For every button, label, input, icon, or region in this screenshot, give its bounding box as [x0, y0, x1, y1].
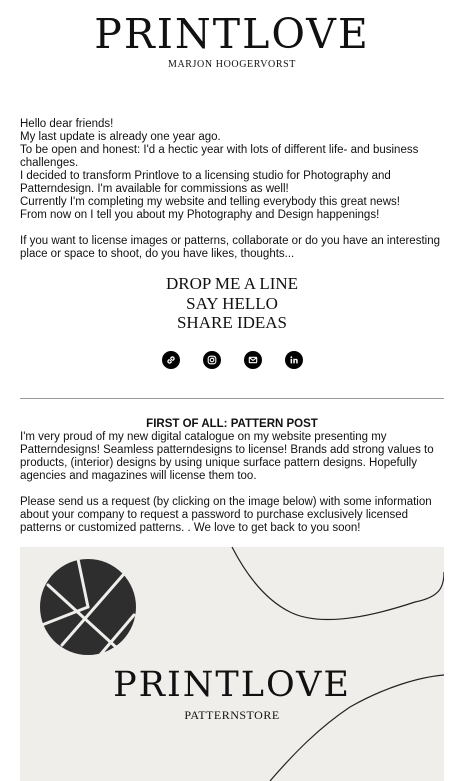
banner-artwork	[20, 547, 444, 781]
email-icon	[248, 355, 258, 365]
pattern-post-title: FIRST OF ALL: PATTERN POST	[146, 418, 318, 430]
cta-drop-line[interactable]: DROP ME A LINE	[165, 274, 299, 293]
intro-text	[20, 118, 448, 261]
intro-line: My last update is already one year ago.	[20, 131, 221, 143]
linkedin-icon	[289, 355, 299, 365]
intro-line: To be open and honest: I'd a hectic year with lots of different life- and business challenges.	[20, 144, 419, 169]
link-icon	[166, 355, 176, 365]
intro-line: From now on I tell you about my Photography and Design happenings!	[20, 209, 380, 221]
header	[0, 0, 464, 80]
intro-line: I decided to transform Printlove to a licensing studio for Photography and Patterndesign. I'm available for commissions as well!	[20, 170, 391, 195]
call-to-action	[0, 274, 464, 333]
pattern-post-body	[20, 431, 448, 535]
pattern-post-paragraph: I'm very proud of my new digital catalogue on my website presenting my Patterndesigns! Seamless patterndesigns to license! Brands add strong values to products, (interior) designs by using unique surface pattern designs. Hopefully agencies and magazines will license them too.	[20, 431, 434, 482]
cta-say-hello[interactable]: SAY HELLO	[186, 293, 278, 313]
patternstore-banner[interactable]	[20, 547, 444, 781]
shattered-circle-icon	[40, 559, 136, 655]
email-button[interactable]	[244, 351, 262, 369]
logo[interactable]: PRINTLOVE	[94, 10, 370, 58]
license-text: If you want to license images or patterns, collaborate or do you have an interesting place or space to shoot, do you have likes, thoughts...	[20, 235, 440, 260]
cta-share-ideas[interactable]: SHARE IDEAS	[176, 313, 288, 332]
instagram-button[interactable]	[203, 351, 221, 369]
section-divider	[20, 398, 444, 399]
website-link-button[interactable]	[162, 351, 180, 369]
banner-logo: PRINTLOVE	[113, 665, 351, 705]
instagram-icon	[207, 355, 217, 365]
intro-line: Hello dear friends!	[20, 118, 114, 130]
social-links	[0, 351, 464, 371]
banner-subtitle: PATTERNSTORE	[184, 708, 280, 722]
linkedin-button[interactable]	[285, 351, 303, 369]
logo-subtitle: MARJON HOOGERVORST	[167, 59, 297, 70]
pattern-post-paragraph: Please send us a request (by clicking on the image below) with some information about your company to request a password to purchase exclusively licensed patterns or customized patterns. . We love to get back to you soon!	[20, 496, 432, 534]
intro-line: Currently I'm completing my website and telling everybody this great news!	[20, 196, 400, 208]
